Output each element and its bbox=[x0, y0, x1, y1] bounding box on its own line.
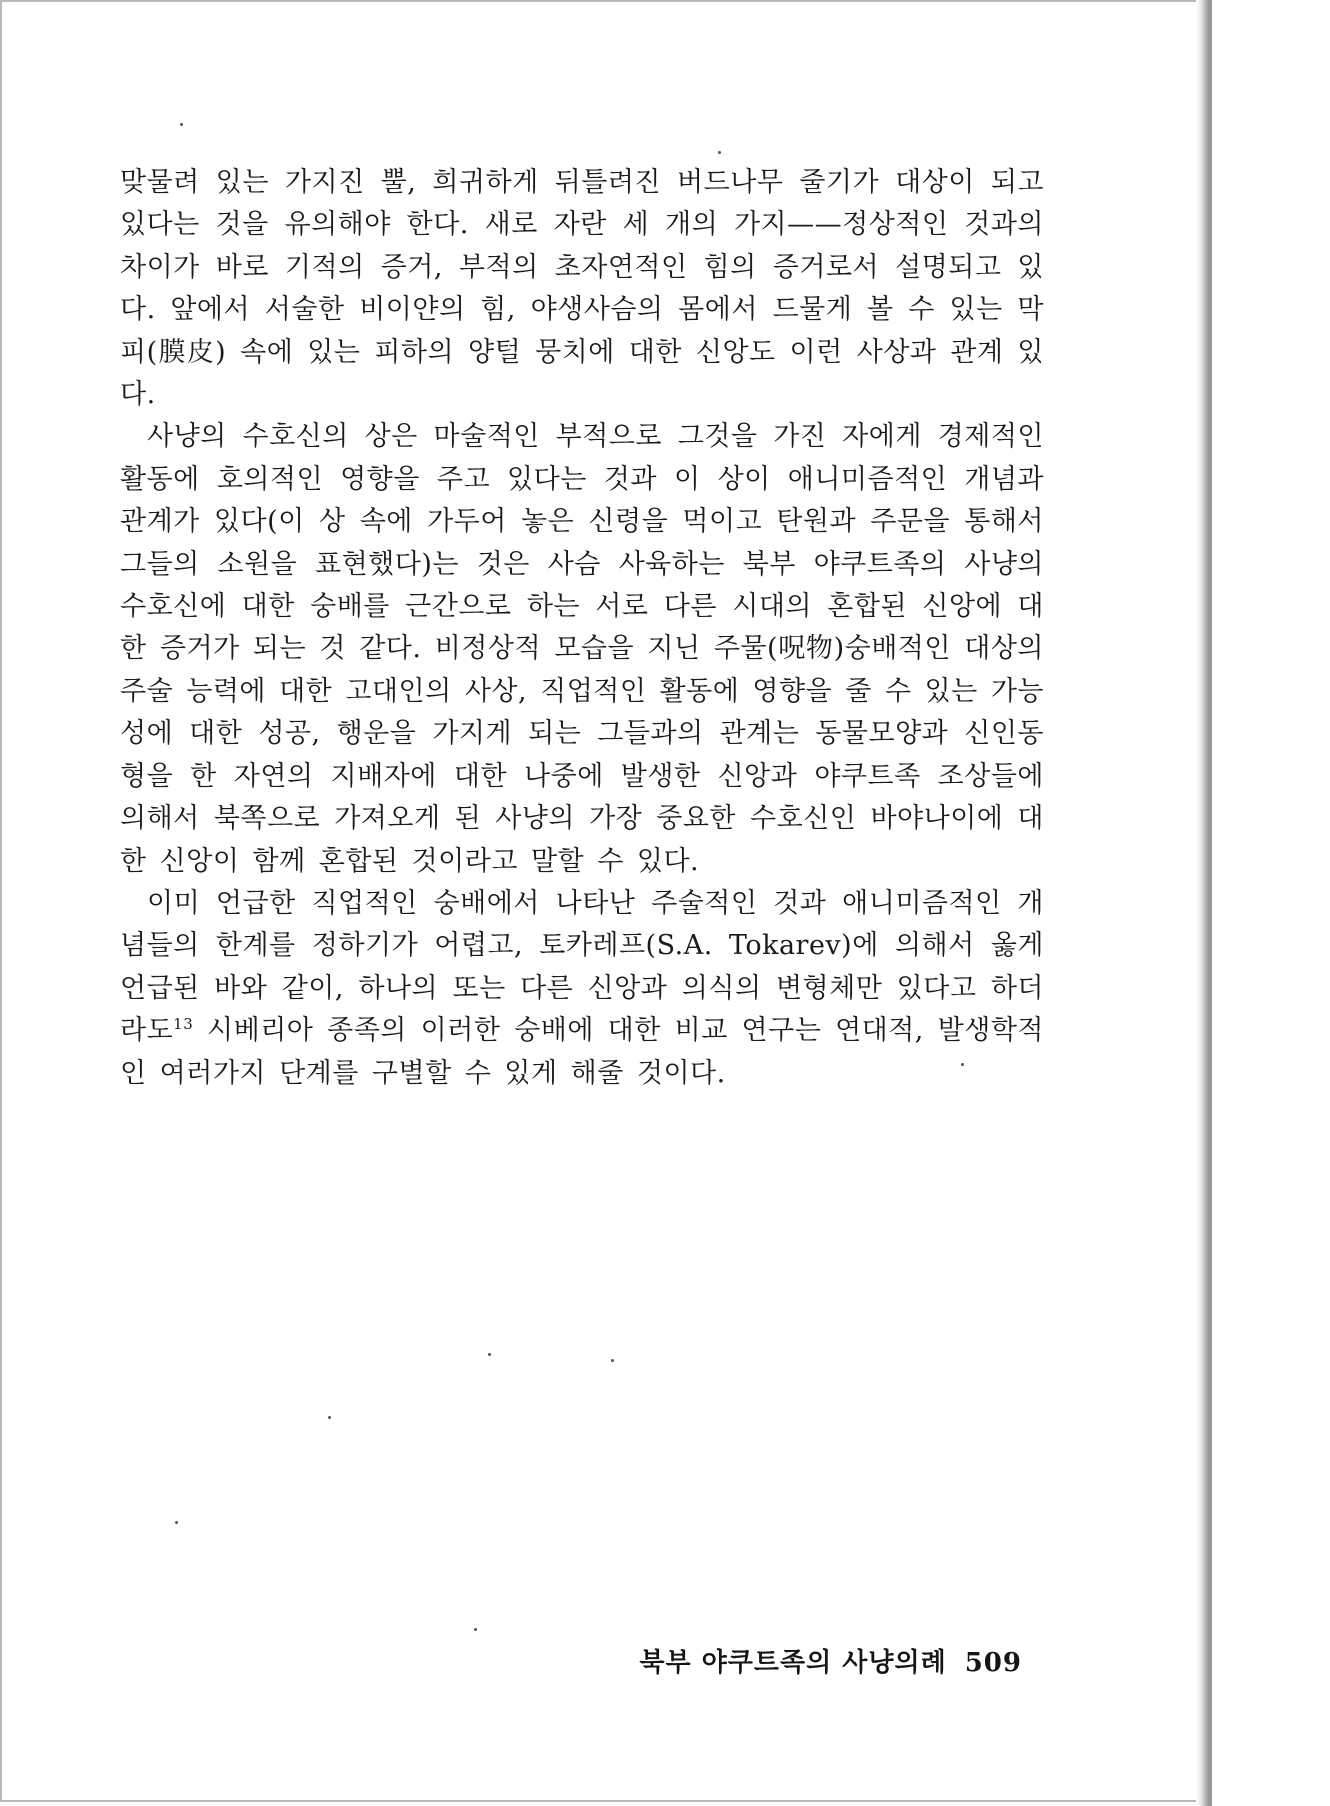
scan-speck bbox=[328, 1416, 331, 1419]
scan-speck bbox=[961, 1063, 964, 1066]
paragraph-1: 맞물려 있는 가지진 뿔, 희귀하게 뒤틀려진 버드나무 줄기가 대상이 되고 있다는 것을 유의해야 한다. 새로 자란 세 개의 가지——정상적인 것과의 차이가 바로 기적의 증거, 부적의 초자연적인 힘의 증거로서 설명되고 있다. 앞에서 서술한 비이얀의 힘, 야생사슴의 몸에서 드물게 볼 수 있는 막피(膜皮) 속에 있는 피하의 양털 뭉치에 대한 신앙도 이런 사상과 관계 있다. bbox=[120, 167, 1044, 411]
page-number: 509 bbox=[964, 1648, 1022, 1678]
footnote-marker: 13 bbox=[173, 1015, 194, 1034]
scan-speck bbox=[611, 1359, 614, 1362]
paragraph-2: 사냥의 수호신의 상은 마술적인 부적으로 그것을 가진 자에게 경제적인 활동에 호의적인 영향을 주고 있다는 것과 이 상이 애니미즘적인 개념과 관계가 있다(이 상 속에 가두어 놓은 신령을 먹이고 탄원과 주문을 통해서 그들의 소원을 표현했다)는 것은 사슴 사육하는 북부 야쿠트족의 사냥의 수호신에 대한 숭배를 근간으로 하는 서로 다른 시대의 혼합된 신앙에 대한 증거가 되는 것 같다. 비정상적 모습을 지닌 주물(呪物)숭배적인 대상의 주술 능력에 대한 고대인의 사상, 직업적인 활동에 영향을 줄 수 있는 가능성에 대한 성공, 행운을 가지게 되는 그들과의 관계는 동물모양과 신인동형을 한 자연의 지배자에 대한 나중에 발생한 신앙과 야쿠트족 조상들에 의해서 북쪽으로 가져오게 된 사냥의 가장 중요한 수호신인 바야나이에 대한 신앙이 함께 혼합된 것이라고 말할 수 있다. bbox=[120, 421, 1044, 877]
paragraph-3-text-b: 시베리아 종족의 이러한 숭배에 대한 비교 연구는 연대적, 발생학적인 여러가지 단계를 구별할 수 있게 해줄 것이다. bbox=[120, 1015, 1044, 1089]
scan-speck bbox=[474, 1628, 477, 1631]
running-title: 북부 야쿠트족의 사냥의례 bbox=[639, 1648, 947, 1678]
paragraph-3-text-a: 이미 언급한 직업적인 숭배에서 나타난 주술적인 것과 애니미즘적인 개념들의 한계를 정하기가 어렵고, 토카레프(S.A. Tokarev)에 의해서 옳게 언급된 바와 같이, 하나의 또는 다른 신앙과 의식의 변형체만 있다고 하더라도 bbox=[120, 887, 1044, 1047]
paragraph-3 bbox=[120, 883, 1044, 1095]
page-edge-shadow bbox=[1196, 0, 1210, 1806]
scan-speck bbox=[488, 1353, 491, 1356]
page-footer bbox=[639, 1642, 1022, 1679]
scan-speck bbox=[175, 1521, 178, 1524]
body-text bbox=[120, 162, 1044, 1095]
scan-speck bbox=[180, 123, 183, 126]
page-edge-line bbox=[1210, 0, 1212, 1806]
scan-speck bbox=[718, 151, 721, 154]
